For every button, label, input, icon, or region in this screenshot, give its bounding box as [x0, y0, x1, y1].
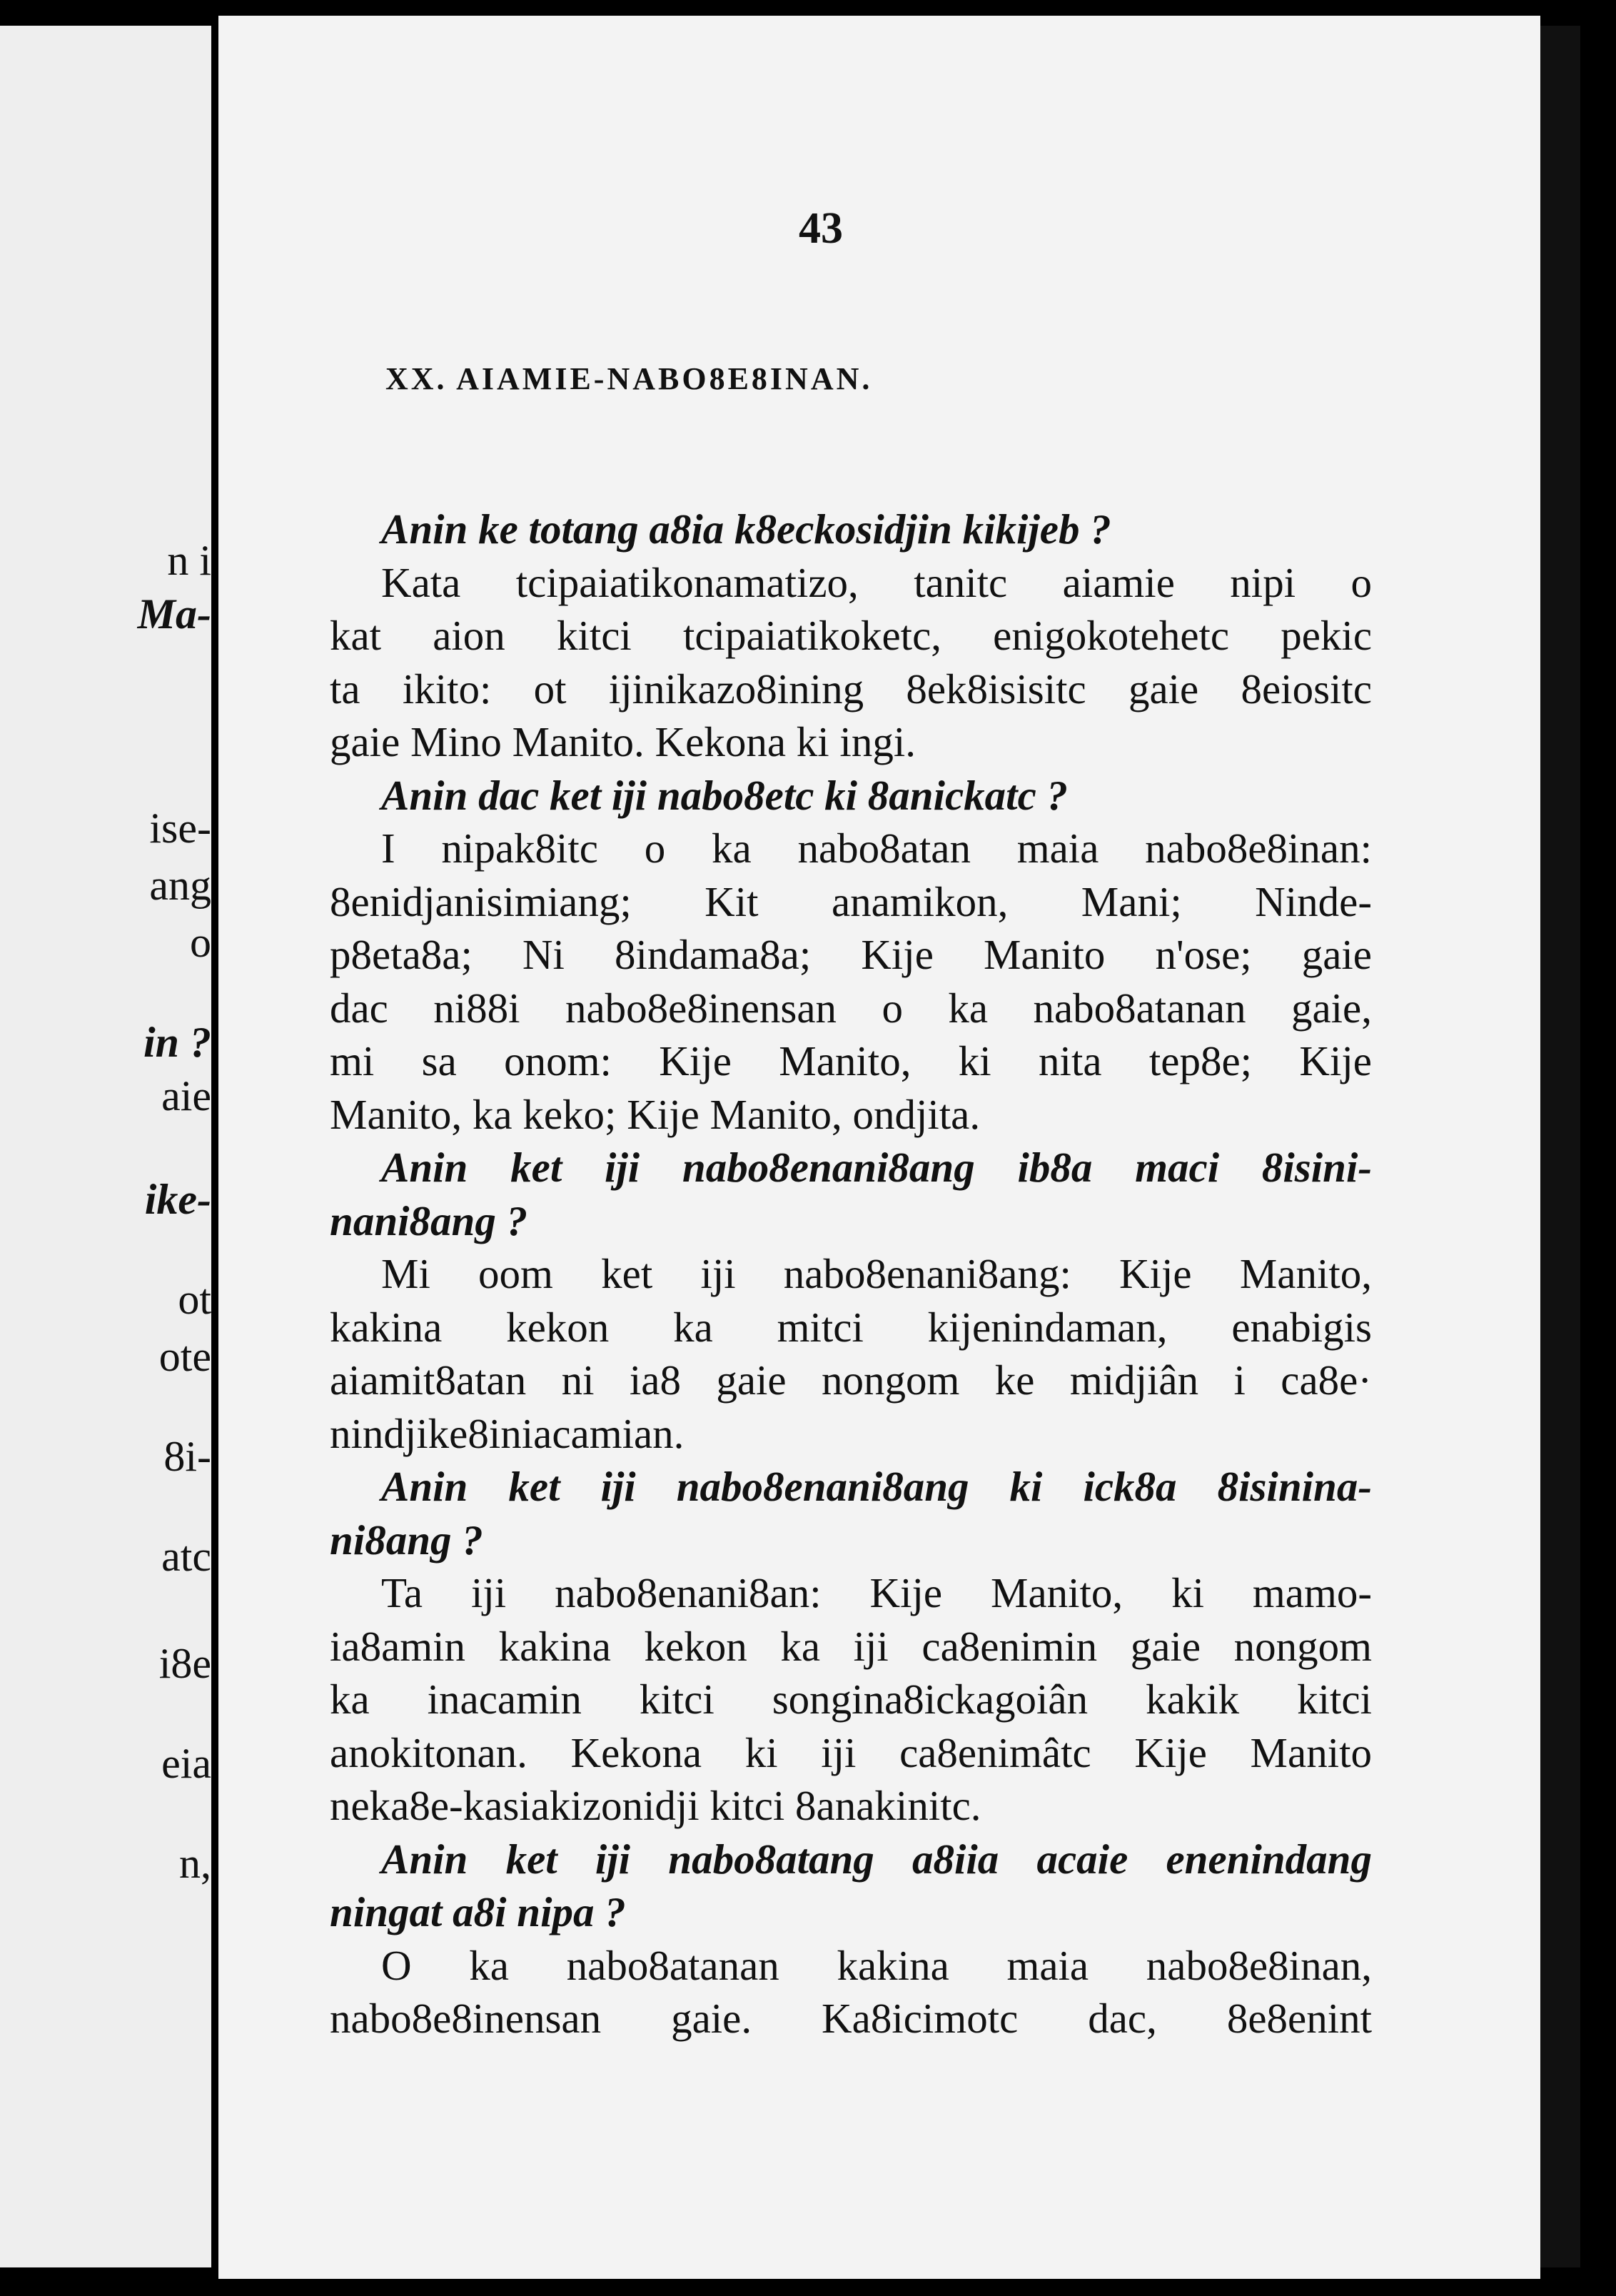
question-line: Anin ket iji nabo8atang a8iia acaie enenindang: [381, 1835, 1372, 1883]
text-line: ta ikito: ot ijinikazo8ining 8ek8isisitc gaie 8eiositc: [330, 665, 1372, 713]
page-binding-edge: [1540, 26, 1580, 2267]
text-line: anokitonan. Kekona ki iji ca8enimâtc Kije Manito: [330, 1728, 1372, 1776]
text-line: ia8amin kakina kekon ka iji ca8enimin gaie nongom: [330, 1622, 1372, 1670]
question-line: nani8ang ?: [330, 1197, 528, 1244]
text-line: nabo8e8inensan gaie. Ka8icimotc dac, 8e8enint: [330, 1995, 1372, 2042]
text-line: mi sa onom: Kije Manito, ki nita tep8e; Kije: [330, 1037, 1372, 1084]
left-page-fragment: i8e: [158, 1640, 211, 1687]
text-line: aiamit8atan ni ia8 gaie nongom ke midjiân i ca8e·: [330, 1356, 1372, 1404]
question-line: Anin dac ket iji nabo8etc ki 8anickatc ?: [381, 771, 1069, 819]
text-line: I nipak8itc o ka nabo8atan maia nabo8e8inan:: [381, 825, 1372, 872]
page-number: 43: [799, 204, 843, 253]
left-page-fragment: o: [190, 919, 211, 966]
text-line: Manito, ka keko; Kije Manito, ondjita.: [330, 1090, 981, 1138]
text-line: p8eta8a; Ni 8indama8a; Kije Manito n'ose; gaie: [330, 931, 1372, 978]
text-line: 8enidjanisimiang; Kit anamikon, Mani; Ninde-: [330, 877, 1372, 925]
question-line: ni8ang ?: [330, 1516, 483, 1564]
previous-page-edge: [0, 26, 211, 2267]
text-line: dac ni88i nabo8e8inensan o ka nabo8atanan gaie,: [330, 984, 1372, 1032]
text-line: Mi oom ket iji nabo8enani8ang: Kije Manito,: [381, 1250, 1372, 1297]
text-line: kakina kekon ka mitci kijenindaman, enabigis: [330, 1303, 1372, 1351]
left-page-fragment: n,: [179, 1840, 211, 1887]
text-line: neka8e-kasiakizonidji kitci 8anakinitc.: [330, 1782, 981, 1829]
chapter-title: XX. AIAMIE-NABO8E8INAN.: [385, 361, 873, 396]
question-line: Anin ket iji nabo8enani8ang ib8a maci 8isini-: [381, 1144, 1372, 1191]
text-line: Ta iji nabo8enani8an: Kije Manito, ki mamo-: [381, 1569, 1372, 1616]
left-page-fragment: ote: [158, 1333, 211, 1380]
text-line: Kata tcipaiatikonamatizo, tanitc aiamie nipi o: [381, 558, 1372, 606]
left-page-fragment: atc: [161, 1533, 211, 1580]
question-line: ningat a8i nipa ?: [330, 1888, 626, 1935]
left-page-fragment: ise-: [149, 805, 211, 852]
question-line: Anin ke totang a8ia k8eckosidjin kikijeb ?: [381, 505, 1111, 553]
left-page-fragment: ot: [178, 1276, 211, 1323]
text-line: kat aion kitci tcipaiatikoketc, enigokotehetc pekic: [330, 612, 1372, 659]
left-page-fragment: 8i-: [163, 1433, 211, 1480]
text-line: nindjike8iniacamian.: [330, 1409, 685, 1457]
left-page-fragment: ang: [149, 862, 211, 909]
question-line: Anin ket iji nabo8enani8ang ki ick8a 8isinina-: [381, 1463, 1372, 1510]
left-page-fragment: in ?: [143, 1019, 211, 1066]
left-page-fragment: eia: [161, 1740, 211, 1787]
text-line: O ka nabo8atanan kakina maia nabo8e8inan,: [381, 1941, 1372, 1989]
left-page-fragment: ike-: [144, 1176, 211, 1223]
left-page-fragment: n i: [167, 537, 211, 584]
text-line: ka inacamin kitci songina8ickagoiân kakik kitci: [330, 1676, 1372, 1723]
body-text: [330, 503, 1372, 2045]
left-page-fragment: aie: [161, 1072, 211, 1119]
left-page-fragment: Ma-: [137, 590, 211, 638]
text-line: gaie Mino Manito. Kekona ki ingi.: [330, 718, 916, 765]
